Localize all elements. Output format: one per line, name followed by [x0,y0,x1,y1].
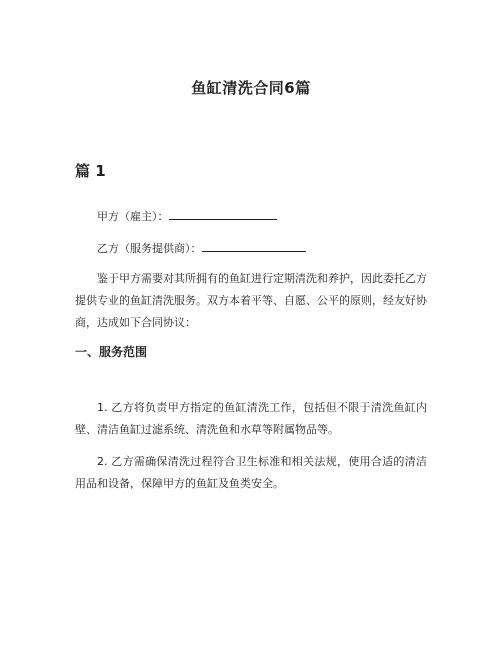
document-title: 鱼缸清洗合同6篇 [191,79,311,97]
intro-paragraph: 鉴于甲方需要对其所拥有的鱼缸进行定期清洗和养护，因此委托乙方提供专业的鱼缸清洗服务。双方本着平等、自愿、公平的原则，经友好协商，达成如下合同协议： [75,272,427,329]
clause-1: 1. 乙方将负责甲方指定的鱼缸清洗工作，包括但不限于清洗鱼缸内壁、清洁鱼缸过滤系统、清洗鱼和水草等附属物品等。 [75,401,427,436]
party-a-blank [169,205,277,220]
heading-service-scope: 一、服务范围 [75,345,148,359]
party-b-label: 乙方（服务提供商）： [97,242,202,255]
party-a-line [75,205,427,228]
clause-2: 2. 乙方需确保清洗过程符合卫生标准和相关法规，使用合适的清洁用品和设备，保障甲方的鱼缸及鱼类安全。 [75,455,427,490]
section-title: 篇 1 [75,162,106,180]
party-b-line [75,237,427,260]
party-b-blank [202,237,306,252]
party-a-label: 甲方（雇主）： [97,210,169,223]
